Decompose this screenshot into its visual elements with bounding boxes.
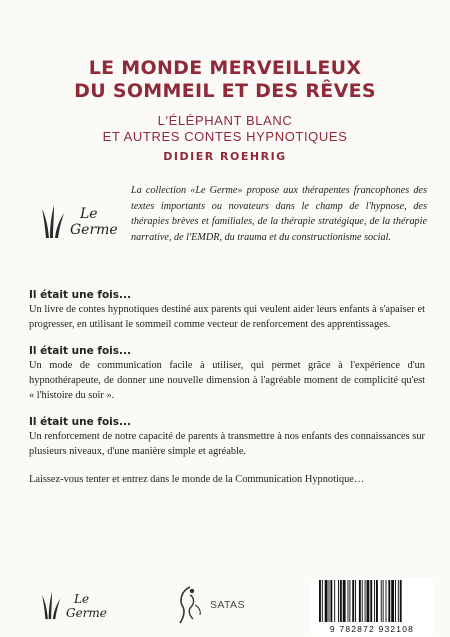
- barcode-bar: [322, 580, 323, 622]
- barcode-bar: [348, 580, 349, 622]
- logo-line-1: Le: [74, 592, 90, 606]
- logo-line-1: Le: [80, 206, 98, 222]
- section-text: Un renforcement de notre capacité de parents à transmettre à nos enfants des connaissances sur plusieurs niveaux, d'une manière simple et agréable.: [29, 431, 425, 457]
- logo-line-2: Germe: [66, 606, 107, 620]
- back-cover-text: [29, 289, 425, 487]
- title: [0, 57, 450, 103]
- barcode-bar: [349, 580, 350, 622]
- subtitle-line-2: ET AUTRES CONTES HYPNOTIQUES: [102, 129, 348, 144]
- barcode-bar: [352, 580, 354, 622]
- subtitle-line-1: L'ÉLÉPHANT BLANC: [157, 113, 293, 128]
- grass-sprig-icon: [42, 205, 66, 239]
- closing-line: Laissez-vous tenter et entrez dans le monde de la Communication Hypnotique…: [29, 474, 365, 485]
- collection-description: La collection «Le Germe» propose aux thérapentes francophones des textes importants ou novateurs dans le champ de l'hypnose, des thérapies brèves et familiales, de la thérapie stratégique, de la thérapie narrative, de l'EMDR, du trauma et du constructionisme social.: [131, 185, 427, 243]
- barcode-bar: [367, 580, 370, 622]
- barcode-bar: [400, 580, 402, 622]
- grass-sprig-icon: [42, 592, 62, 620]
- barcode-bar: [355, 580, 356, 622]
- section-text: Un livre de contes hypnotiques destiné aux parents qui veulent aider leurs enfants à s'apaiser et progresser, en utilisant le sommeil comme vecteur de renforcement des apprentissages.: [29, 304, 425, 330]
- barcode-bar: [370, 580, 372, 622]
- barcode-bar: [395, 580, 396, 622]
- satas-figure-icon: [175, 585, 205, 625]
- title-line-2: DU SOMMEIL ET DES RÊVES: [74, 80, 376, 102]
- subtitle: [0, 113, 450, 145]
- section: [29, 289, 425, 332]
- collection-logo-text: [66, 592, 107, 620]
- publisher-logo: [175, 585, 245, 625]
- barcode-bar: [343, 580, 346, 622]
- publisher-collection-logo: [42, 592, 107, 620]
- section-text: Un mode de communication facile à utiliser, qui permet grâce à l'expérience d'un hypnothérapeute, de donner une nouvelle dimension à l'agréable moment de complicité qu'est « l'histoire du soir ».: [29, 360, 425, 401]
- collection-logo-text: [70, 206, 118, 238]
- barcode-bar: [340, 580, 342, 622]
- barcode-bar: [386, 580, 387, 622]
- barcode-bar: [338, 580, 339, 622]
- barcode-bar: [359, 580, 361, 622]
- logo-line-2: Germe: [70, 222, 118, 238]
- barcode-bar: [334, 580, 335, 622]
- barcode-bar: [391, 580, 394, 622]
- barcode-bar: [329, 580, 330, 622]
- barcode-bar: [325, 580, 328, 622]
- section-lead: Il était une fois...: [29, 416, 131, 428]
- barcode: [311, 578, 433, 636]
- section: [29, 416, 425, 459]
- title-line-1: LE MONDE MERVEILLEUX: [88, 57, 362, 79]
- section-lead: Il était une fois...: [29, 289, 131, 301]
- barcode-bar: [319, 580, 321, 622]
- section-lead: Il était une fois...: [29, 345, 131, 357]
- barcode-bar: [374, 580, 375, 622]
- publisher-name: SATAS: [210, 599, 245, 611]
- barcode-bars: [311, 578, 433, 624]
- barcode-bar: [398, 580, 399, 622]
- barcode-bar: [383, 580, 384, 622]
- barcode-bar: [388, 580, 390, 622]
- barcode-bar: [381, 580, 382, 622]
- barcode-bar: [376, 580, 378, 622]
- barcode-bar: [330, 580, 332, 622]
- author-name: DIDIER ROEHRIG: [163, 150, 287, 163]
- barcode-bar: [362, 580, 363, 622]
- collection-logo: [42, 205, 118, 239]
- barcode-digits: 9 782872 932108: [329, 624, 415, 634]
- barcode-bar: [365, 580, 366, 622]
- section: [29, 345, 425, 403]
